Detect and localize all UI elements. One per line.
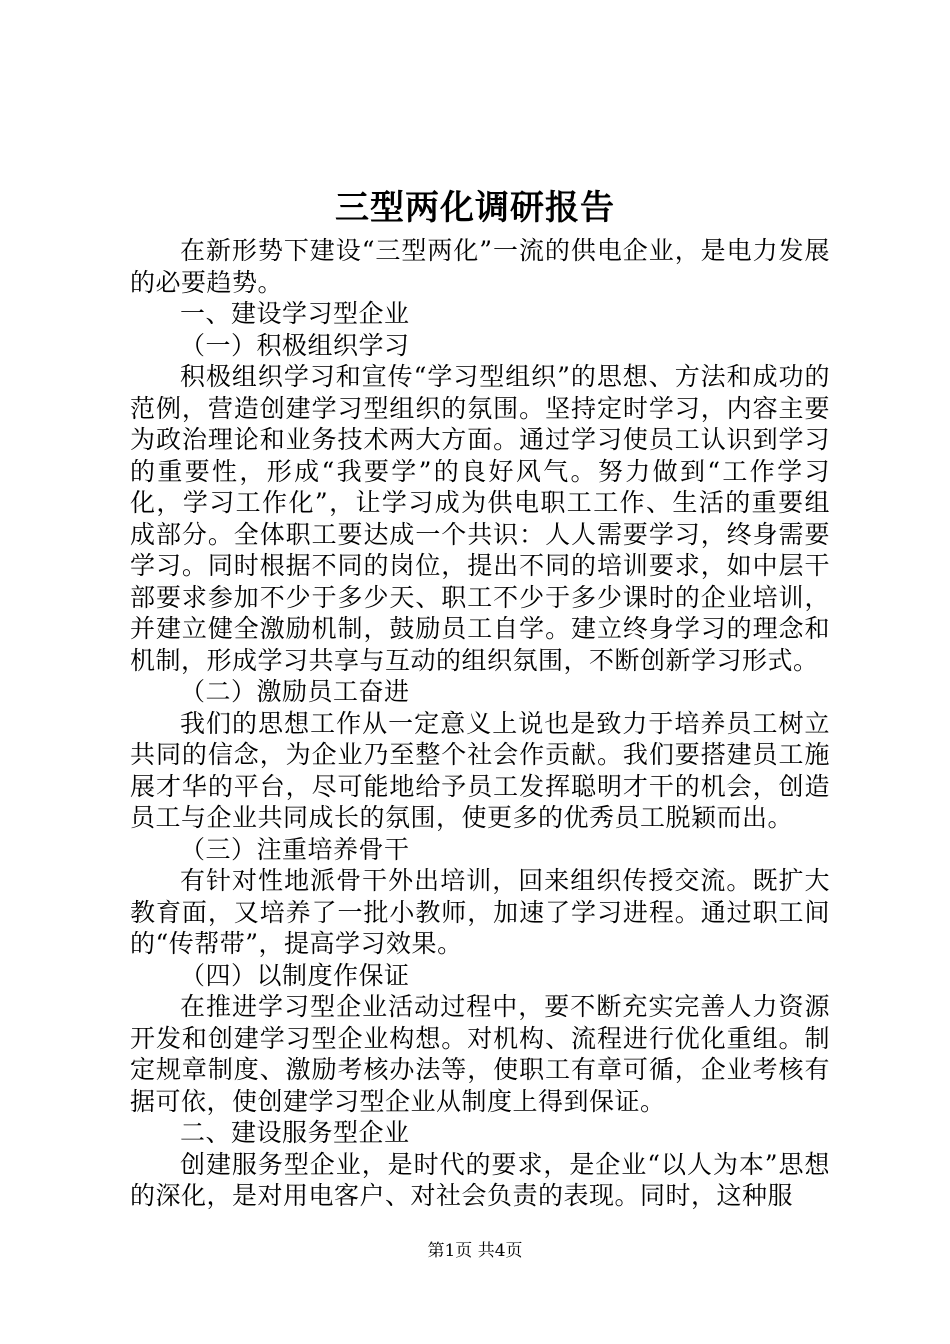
paragraph: 创建服务型企业，是时代的要求，是企业“以人为本”思想的深化，是对用电客户、对社会负责的表现。同时，这种服 (130, 1149, 830, 1210)
section-heading: 二、建设服务型企业 (180, 1118, 410, 1147)
document-body (130, 235, 830, 1212)
subsection-heading: （四）以制度作保证 (180, 960, 410, 990)
paragraph: 我们的思想工作从一定意义上说也是致力于培养员工树立共同的信念，为企业乃至整个社会作贡献。我们要搭建员工施展才华的平台，尽可能地给予员工发挥聪明才干的机会，创造员工与企业共同成长的氛围，使更多的优秀员工脱颖而出。 (130, 708, 830, 832)
paragraph: 在推进学习型企业活动过程中，要不断充实完善人力资源开发和创建学习型企业构想。对机构、流程进行优化重组。制定规章制度、激励考核办法等，使职工有章可循，企业考核有据可依，使创建学习型企业从制度上得到保证。 (130, 992, 830, 1116)
paragraph: 有针对性地派骨干外出培训，回来组织传授交流。既扩大教育面，又培养了一批小教师，加速了学习进程。通过职工间的“传帮带”，提高学习效果。 (130, 866, 830, 958)
subsection-heading: （三）注重培养骨干 (180, 834, 410, 864)
section-heading: 一、建设学习型企业 (180, 299, 410, 328)
paragraph: 在新形势下建设“三型两化”一流的供电企业，是电力发展的必要趋势。 (130, 236, 830, 297)
paragraph: 积极组织学习和宣传“学习型组织”的思想、方法和成功的范例，营造创建学习型组织的氛围。坚持定时学习，内容主要为政治理论和业务技术两大方面。通过学习使员工认识到学习的重要性，形成“我要学”的良好风气。努力做到“工作学习化，学习工作化”，让学习成为供电职工工作、生活的重要组成部分。全体职工要达成一个共识：人人需要学习，终身需要学习。同时根据不同的岗位，提出不同的培训要求，如中层干部要求参加不少于多少天、职工不少于多少课时的企业培训，并建立健全激励机制，鼓励员工自学。建立终身学习的理念和机制，形成学习共享与互动的组织氛围，不断创新学习形式。 (130, 362, 830, 675)
subsection-heading: （二）激励员工奋进 (180, 677, 410, 706)
page-footer: 第1页 共4页 (427, 1241, 523, 1261)
document-title: 三型两化调研报告 (335, 188, 615, 228)
subsection-heading: （一）积极组织学习 (180, 330, 410, 360)
